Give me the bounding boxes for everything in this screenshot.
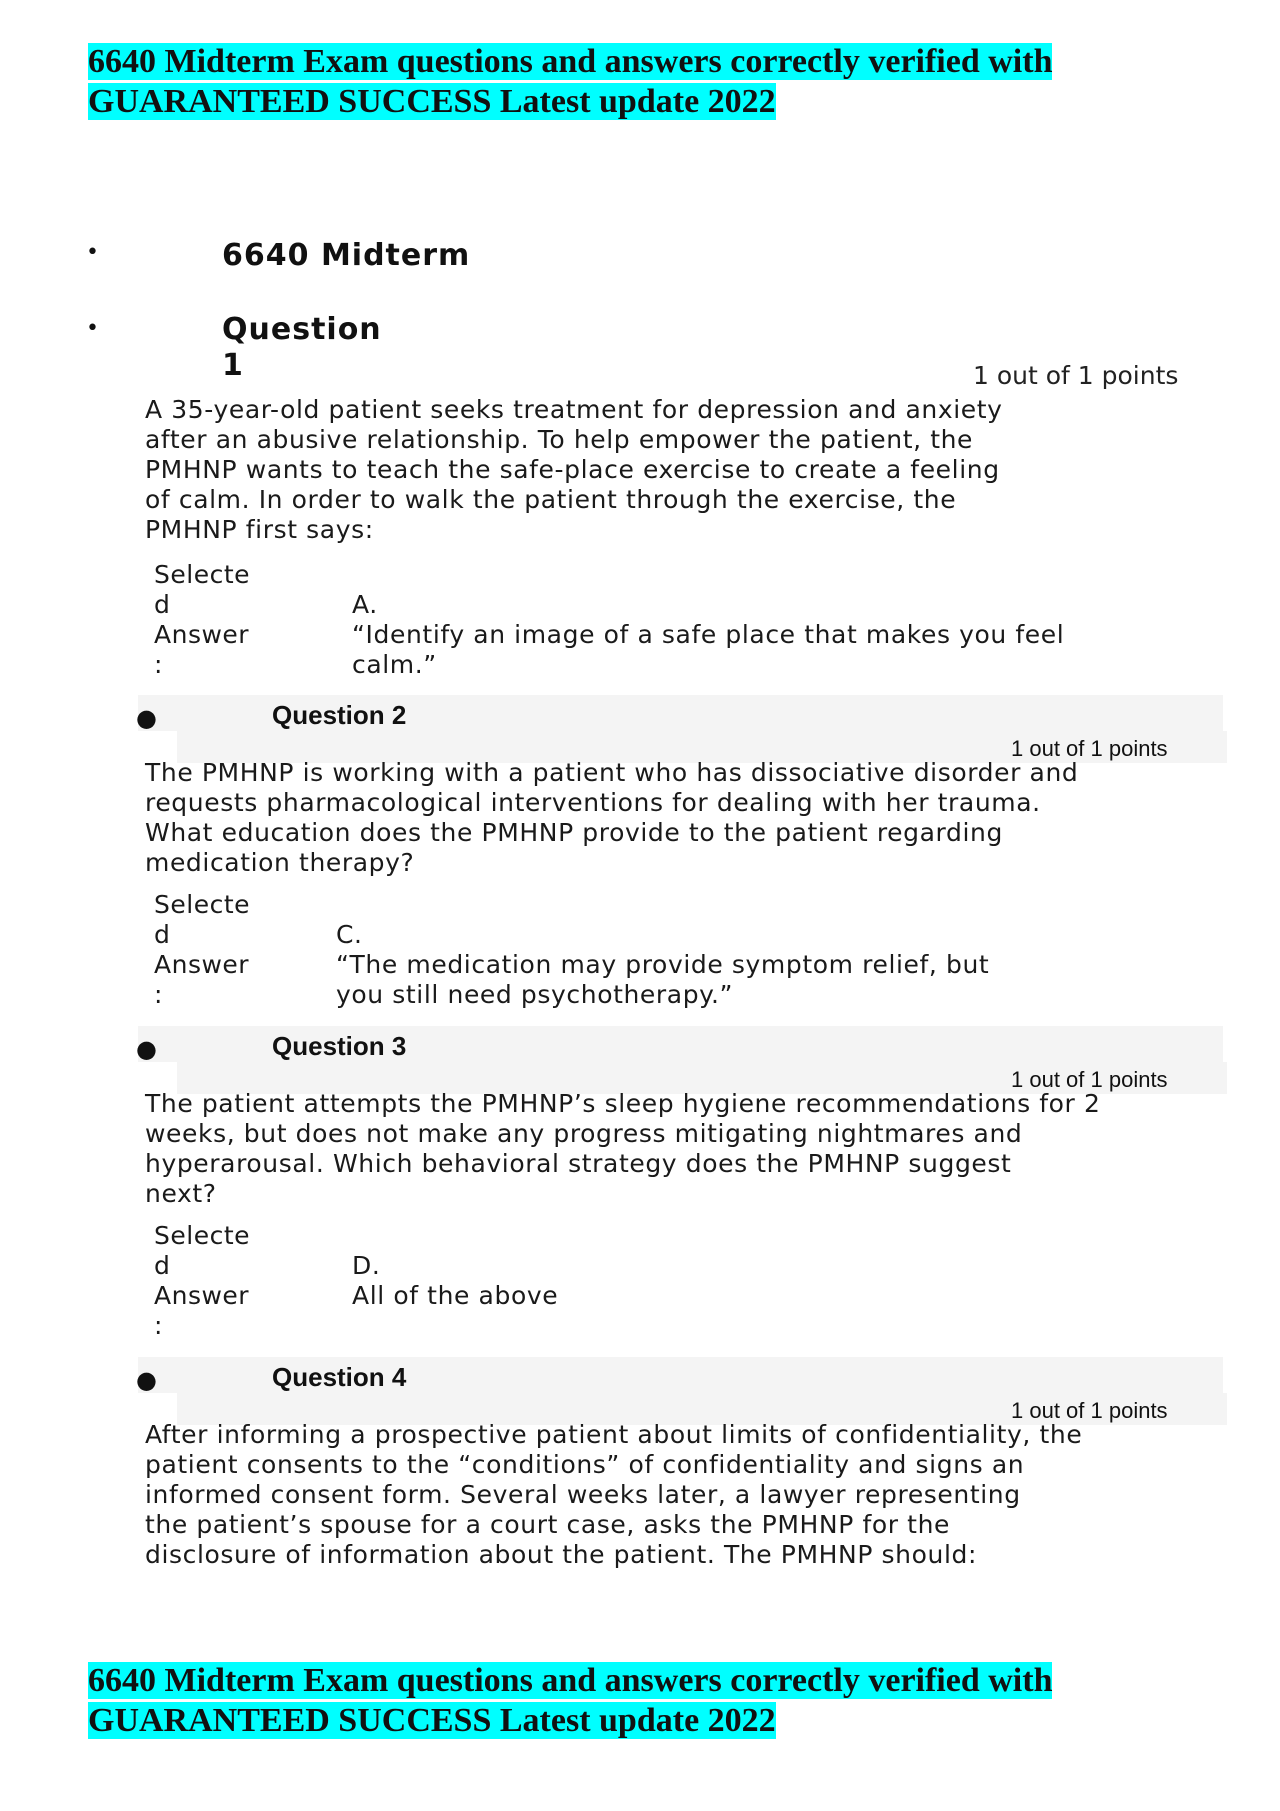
- question-2-selected-answer: [336, 920, 989, 1010]
- question-1-label-line1: Question: [222, 312, 382, 347]
- text-line: hyperarousal. Which behavioral strategy does the PMHNP suggest: [145, 1149, 1012, 1178]
- document-title-banner-bottom: [88, 1661, 1088, 1741]
- question-3-text: [145, 1089, 1245, 1209]
- question-3-points: 1 out of 1 points: [1011, 1067, 1168, 1092]
- banner-line-1: 6640 Midterm Exam questions and answers correctly verified with: [88, 43, 1053, 80]
- question-2-title: Question 2: [272, 700, 407, 730]
- selected-answer-label: [154, 890, 250, 1010]
- question-1-points: 1 out of 1 points: [973, 361, 1179, 390]
- text-line: What education does the PMHNP provide to the patient regarding: [145, 818, 1003, 847]
- bullet-icon: ●: [136, 1366, 157, 1394]
- text-line: PMHNP first says:: [145, 515, 374, 544]
- label-part: :: [154, 980, 163, 1009]
- label-part: d: [154, 590, 171, 619]
- question-1-selected-answer: [352, 590, 1064, 680]
- question-4-points: 1 out of 1 points: [1011, 1398, 1168, 1423]
- selected-answer-label: [154, 560, 250, 680]
- selected-answer-label: [154, 1221, 250, 1341]
- bullet-icon: ●: [136, 704, 157, 732]
- banner-line-1: 6640 Midterm Exam questions and answers correctly verified with: [88, 1662, 1053, 1699]
- answer-letter: D.: [352, 1251, 381, 1280]
- label-part: Answer: [154, 1281, 250, 1310]
- answer-line: “The medication may provide symptom relief, but: [336, 950, 990, 979]
- banner-line-2: GUARANTEED SUCCESS Latest update 2022: [88, 83, 776, 120]
- answer-line: calm.”: [352, 650, 437, 679]
- text-line: disclosure of information about the patient. The PMHNP should:: [145, 1540, 977, 1569]
- banner-line-2: GUARANTEED SUCCESS Latest update 2022: [88, 1702, 776, 1739]
- text-line: After informing a prospective patient about limits of confidentiality, the: [145, 1420, 1083, 1449]
- bullet-icon: •: [86, 240, 99, 265]
- answer-line: you still need psychotherapy.”: [336, 980, 734, 1009]
- question-2-points: 1 out of 1 points: [1011, 736, 1168, 761]
- text-line: PMHNP wants to teach the safe-place exercise to create a feeling: [145, 455, 1000, 484]
- text-line: informed consent form. Several weeks later, a lawyer representing: [145, 1480, 1021, 1509]
- question-1-label-line2: 1: [222, 348, 244, 383]
- text-line: next?: [145, 1179, 217, 1208]
- label-part: Selecte: [154, 890, 251, 919]
- text-line: weeks, but does not make any progress mitigating nightmares and: [145, 1119, 1023, 1148]
- text-line: after an abusive relationship. To help empower the patient, the: [145, 425, 974, 454]
- label-part: Selecte: [154, 1221, 251, 1250]
- label-part: Answer: [154, 950, 250, 979]
- label-part: d: [154, 1251, 171, 1280]
- question-2-text: [145, 758, 1245, 878]
- question-1-label: [222, 312, 382, 384]
- text-line: A 35-year-old patient seeks treatment for depression and anxiety: [145, 395, 1003, 424]
- label-part: :: [154, 1311, 163, 1340]
- text-line: patient consents to the “conditions” of confidentiality and signs an: [145, 1450, 1025, 1479]
- label-part: Answer: [154, 620, 250, 649]
- document-title-banner-top: [88, 42, 1088, 122]
- question-4-text: [145, 1420, 1255, 1570]
- answer-line: All of the above: [352, 1281, 559, 1310]
- answer-letter: A.: [352, 590, 378, 619]
- label-part: :: [154, 650, 163, 679]
- question-3-selected-answer: [352, 1251, 558, 1311]
- text-line: requests pharmacological interventions for dealing with her trauma.: [145, 788, 1041, 817]
- answer-letter: C.: [336, 920, 363, 949]
- text-line: the patient’s spouse for a court case, asks the PMHNP for the: [145, 1510, 950, 1539]
- text-line: medication therapy?: [145, 848, 415, 877]
- text-line: The PMHNP is working with a patient who has dissociative disorder and: [145, 758, 1079, 787]
- label-part: d: [154, 920, 171, 949]
- bullet-icon: ●: [136, 1035, 157, 1063]
- question-1-text: [145, 395, 1145, 545]
- text-line: of calm. In order to walk the patient through the exercise, the: [145, 485, 957, 514]
- question-4-title: Question 4: [272, 1362, 407, 1392]
- text-line: The patient attempts the PMHNP’s sleep hygiene recommendations for 2: [145, 1089, 1101, 1118]
- question-3-title: Question 3: [272, 1031, 407, 1061]
- label-part: Selecte: [154, 560, 251, 589]
- section-title: 6640 Midterm: [222, 238, 471, 273]
- bullet-icon: •: [86, 316, 99, 341]
- answer-line: “Identify an image of a safe place that makes you feel: [352, 620, 1065, 649]
